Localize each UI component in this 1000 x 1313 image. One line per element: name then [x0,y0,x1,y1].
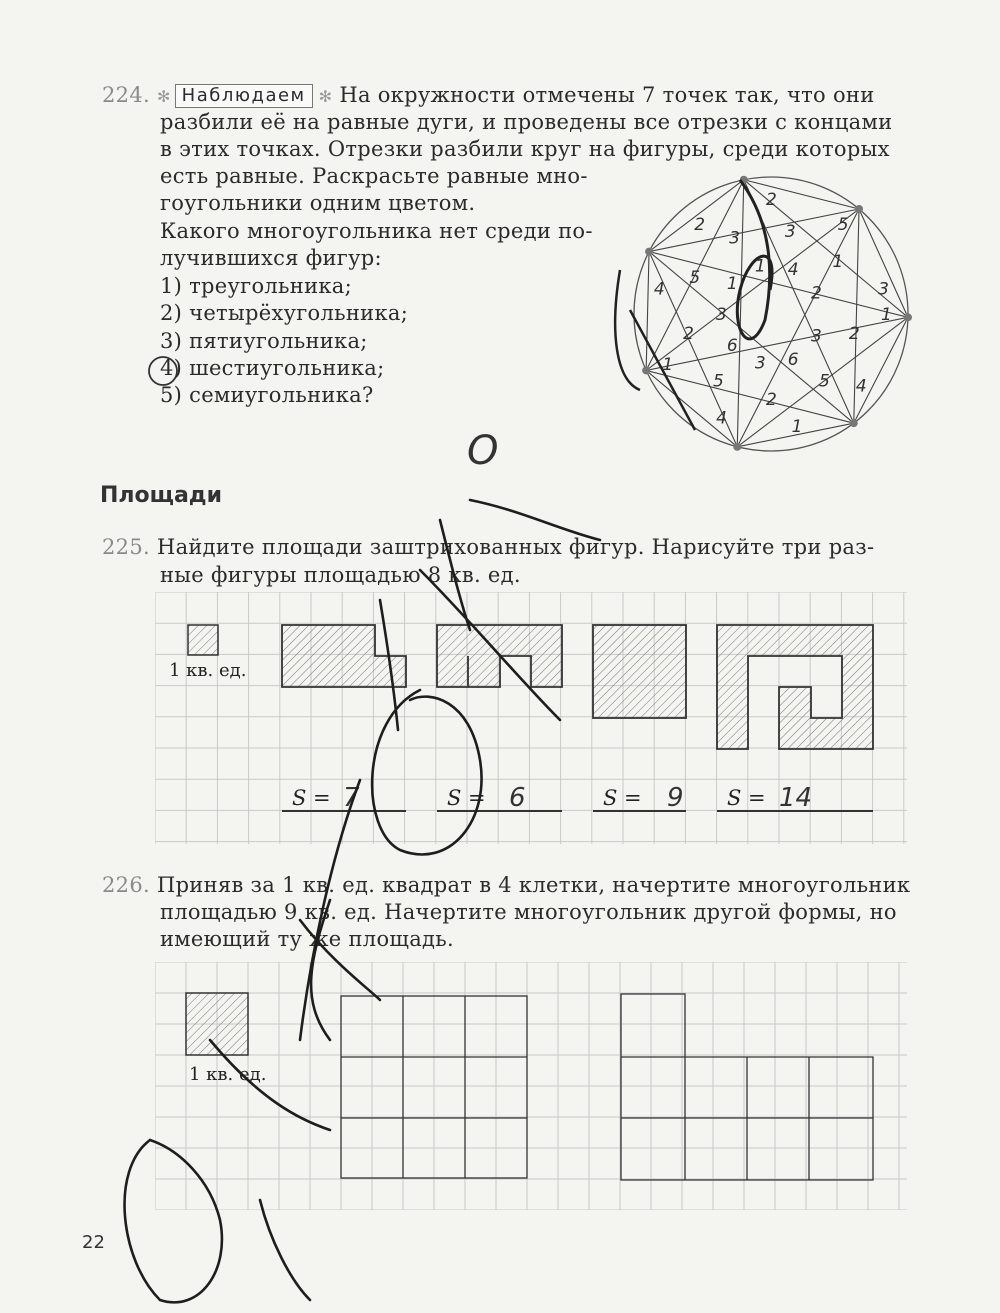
task-226-line-3: имеющий ту же площадь. [160,927,454,951]
task-number: 225. [102,535,150,559]
region-label: 2 [811,283,822,304]
observe-badge: Наблюдаем [175,84,313,108]
region-label: 6 [726,336,738,357]
region-label: 3 [784,222,796,243]
region-label: 1 [791,417,803,438]
region-label: 2 [766,190,777,210]
region-label: 5 [713,371,724,392]
task-number: 224. [102,83,150,107]
task-text: Найдите площади заштрихованных фигур. Нарисуйте три раз- [156,535,875,559]
region-label: 4 [787,259,799,280]
region-label: 1 [726,273,738,294]
area-answer-2: 6 [509,783,526,813]
svg-text:O: O [467,428,499,474]
region-label: 5 [689,268,701,289]
task-number: 226. [102,873,150,897]
region-label: 5 [837,215,849,236]
option-1: 1) треугольника; [160,274,353,298]
region-label: 3 [716,305,727,325]
region-label: 3 [729,228,740,249]
task-226-line-2: площадью 9 кв. ед. Начертите многоугольник другой формы, но [160,900,897,924]
unit-label: 1 кв. ед. [169,660,247,681]
gear-icon: ✻ [156,87,171,106]
region-label: 1 [832,252,844,273]
task-224-line-7: лучившихся фигур: [160,246,382,270]
region-label: 3 [754,353,766,374]
region-label: 1 [754,256,766,277]
area-answer-4: 14 [779,783,813,813]
region-label: 4 [716,408,727,429]
area-label-3: S = [603,786,642,810]
task-224-line-6: Какого многоугольника нет среди по- [160,219,593,243]
region-label: 2 [694,215,706,236]
section-title: Площади [100,483,222,508]
region-label: 1 [881,305,892,325]
task-224-line-3: в этих точках. Отрезки разбили круг на фигуры, среди которых [160,137,890,161]
region-label: 4 [855,376,867,397]
region-label: 5 [818,371,830,392]
region-label: 2 [766,390,777,410]
region-label: 6 [787,350,799,371]
option-5: 5) семиугольника? [160,383,374,407]
region-label: 3 [878,279,889,300]
region-label: 2 [683,323,694,344]
area-label-1: S = [292,786,331,810]
page-number: 22 [82,1232,105,1253]
region-label: 1 [662,354,674,375]
task-224-line-2: разбили её на равные дуги, и проведены все отрезки с концами [160,110,893,134]
option-4: 4) шестиугольника; [160,356,385,380]
region-label: 3 [811,326,822,347]
task-text: На окружности отмечены 7 точек так, что они [339,83,875,107]
area-label-4: S = [727,786,766,810]
unit-label: 1 кв. ед. [189,1064,267,1085]
task-225-line-2: ные фигуры площадью 8 кв. ед. [160,563,521,587]
option-2: 2) четырёхугольника; [160,301,409,325]
area-answer-1: 7 [343,783,360,813]
option-3: 3) пятиугольника; [160,329,368,353]
task-text: Приняв за 1 кв. ед. квадрат в 4 клетки, начертите многоугольник [156,873,911,897]
region-label: 4 [653,279,665,300]
task-224-line-4: есть равные. Раскрасьте равные мно- [160,164,588,188]
gear-icon: ✻ [318,87,333,106]
task-224-line-5: гоугольники одним цветом. [160,191,476,215]
area-label-2: S = [447,786,486,810]
area-answer-3: 9 [667,783,684,813]
region-label: 2 [848,323,860,344]
